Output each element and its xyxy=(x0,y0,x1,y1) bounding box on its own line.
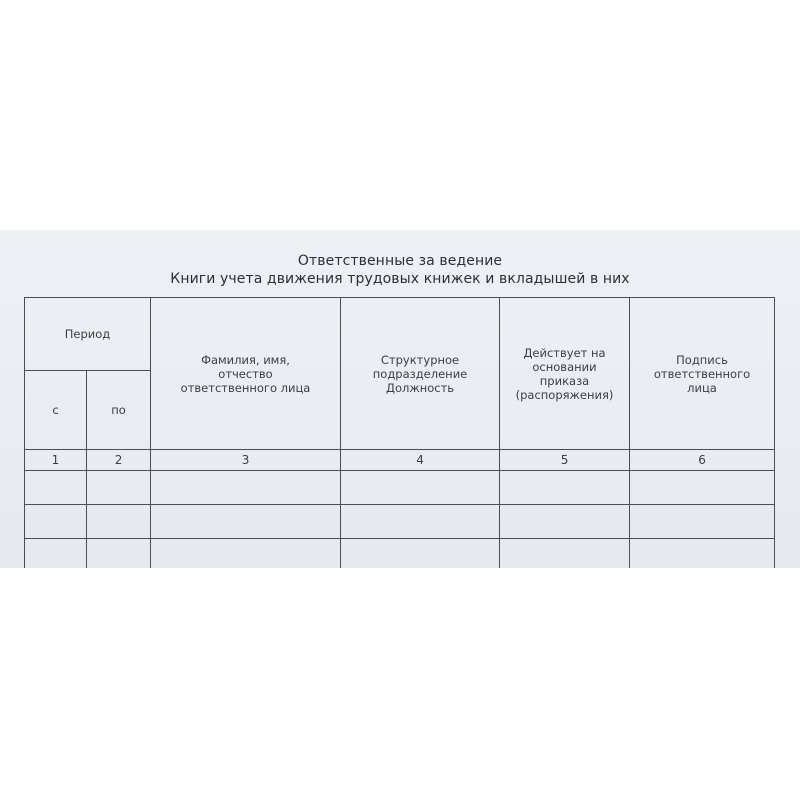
table-row xyxy=(25,471,775,505)
table-cell[interactable] xyxy=(87,539,151,569)
column-number-5: 5 xyxy=(500,450,630,471)
table-cell[interactable] xyxy=(151,539,341,569)
table-cell[interactable] xyxy=(630,505,775,539)
table-cell[interactable] xyxy=(151,471,341,505)
header-name: Фамилия, имя, отчество ответственного лица xyxy=(151,298,341,450)
responsible-persons-table xyxy=(24,297,775,568)
header-period-to: по xyxy=(87,371,151,450)
header-row-1 xyxy=(25,298,775,371)
table-cell[interactable] xyxy=(87,471,151,505)
table-cell[interactable] xyxy=(151,505,341,539)
table-cell[interactable] xyxy=(500,505,630,539)
table-cell[interactable] xyxy=(25,539,87,569)
header-signature: Подпись ответственного лица xyxy=(630,298,775,450)
column-number-row xyxy=(25,450,775,471)
header-period-from: с xyxy=(25,371,87,450)
column-number-3: 3 xyxy=(151,450,341,471)
table-cell[interactable] xyxy=(341,539,500,569)
column-number-2: 2 xyxy=(87,450,151,471)
table-cell[interactable] xyxy=(500,471,630,505)
table-cell[interactable] xyxy=(25,471,87,505)
table-cell[interactable] xyxy=(341,471,500,505)
table-row xyxy=(25,539,775,569)
table-cell[interactable] xyxy=(630,471,775,505)
form-title-line-1: Ответственные за ведение xyxy=(297,253,503,269)
table-cell[interactable] xyxy=(87,505,151,539)
header-basis: Действует на основании приказа (распоряжения) xyxy=(500,298,630,450)
table-cell[interactable] xyxy=(630,539,775,569)
column-number-6: 6 xyxy=(630,450,775,471)
table-cell[interactable] xyxy=(25,505,87,539)
column-number-1: 1 xyxy=(25,450,87,471)
table-cell[interactable] xyxy=(500,539,630,569)
table-row xyxy=(25,505,775,539)
form-title-line-2: Книги учета движения трудовых книжек и вкладышей в них xyxy=(170,271,630,287)
form-sheet xyxy=(0,230,800,568)
header-department: Структурное подразделение Должность xyxy=(341,298,500,450)
table-cell[interactable] xyxy=(341,505,500,539)
column-number-4: 4 xyxy=(341,450,500,471)
header-period: Период xyxy=(25,298,151,371)
